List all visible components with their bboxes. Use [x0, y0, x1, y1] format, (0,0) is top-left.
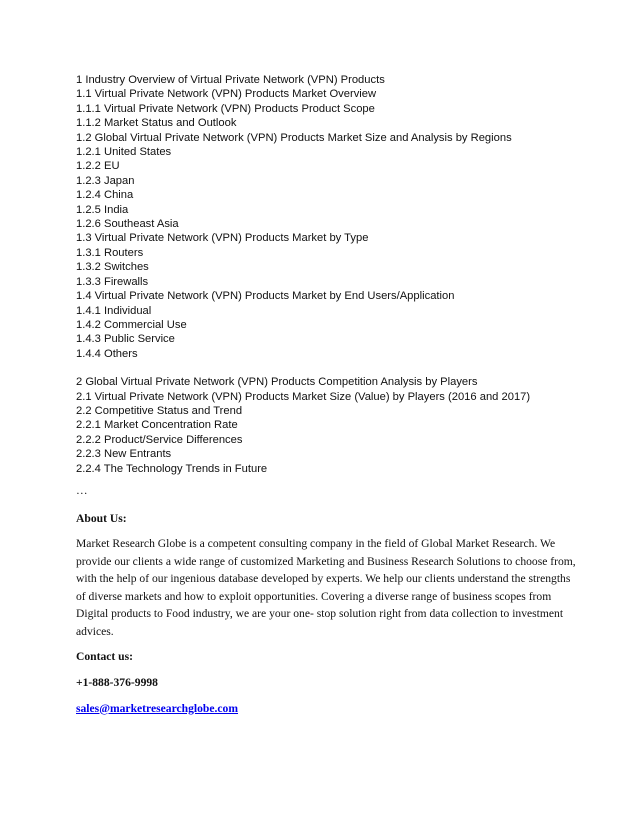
toc-entry: 1.4 Virtual Private Network (VPN) Products Market by End Users/Application	[76, 290, 455, 303]
about-heading: About Us:	[76, 511, 127, 525]
toc-entry: 2.2.1 Market Concentration Rate	[76, 419, 238, 432]
toc-entry: 1.3.3 Firewalls	[76, 275, 149, 288]
toc-entry: 1.1 Virtual Private Network (VPN) Products Market Overview	[76, 88, 377, 101]
section-gap	[76, 361, 576, 375]
toc-entry: 1.3.2 Switches	[76, 261, 149, 274]
toc-entry: 1.2.5 India	[76, 203, 129, 216]
toc-entry: 1.3.1 Routers	[76, 246, 144, 259]
toc-entry: 2.2 Competitive Status and Trend	[76, 404, 243, 417]
toc-entry: 1.1.1 Virtual Private Network (VPN) Products Product Scope	[76, 102, 375, 115]
toc-entry: 1 Industry Overview of Virtual Private Network (VPN) Products	[76, 74, 385, 86]
continuation-ellipsis: …	[76, 483, 88, 497]
toc-entry: 2.2.2 Product/Service Differences	[76, 433, 243, 446]
toc-entry: 2.2.4 The Technology Trends in Future	[76, 462, 268, 475]
toc-entry: 1.2.6 Southeast Asia	[76, 218, 179, 231]
toc-entry: 1.2.4 China	[76, 189, 134, 202]
toc-entry: 1.3 Virtual Private Network (VPN) Products Market by Type	[76, 232, 369, 245]
toc-entry: 2.2.3 New Entrants	[76, 448, 172, 461]
toc-entry: 1.4.2 Commercial Use	[76, 318, 187, 331]
contact-phone: +1-888-376-9998	[76, 675, 158, 689]
toc-section-2	[76, 375, 576, 476]
contact-email-link[interactable]: sales@marketresearchglobe.com	[76, 701, 239, 715]
toc-entry: 1.4.1 Individual	[76, 304, 152, 317]
toc-entry: 1.2.1 United States	[76, 146, 172, 159]
toc-entry: 1.1.2 Market Status and Outlook	[76, 117, 237, 130]
contact-heading: Contact us:	[76, 649, 134, 663]
document-page	[76, 73, 576, 716]
toc-section-1	[76, 73, 576, 361]
about-paragraph: Market Research Globe is a competent consulting company in the field of Global Market Research. We provide our clients a wide range of customized Marketing and Business Research Solutions to choose from, with the help of our ingenious database developed by experts. We help our clients understand the strengths of diverse markets and how to exploit opportunities. Covering a diverse range of business scopes from Digital products to Food industry, we are your one- stop solution right from data collection to investment advices.	[76, 536, 576, 638]
toc-entry: 1.4.4 Others	[76, 347, 138, 360]
toc-entry: 1.2.3 Japan	[76, 174, 135, 187]
toc-entry: 2 Global Virtual Private Network (VPN) Products Competition Analysis by Players	[76, 376, 478, 389]
toc-entry: 1.4.3 Public Service	[76, 333, 175, 346]
toc-entry: 1.2.2 EU	[76, 160, 120, 173]
toc-entry: 2.1 Virtual Private Network (VPN) Products Market Size (Value) by Players (2016 and 2017)	[76, 390, 531, 403]
toc-entry: 1.2 Global Virtual Private Network (VPN) Products Market Size and Analysis by Regions	[76, 131, 512, 144]
